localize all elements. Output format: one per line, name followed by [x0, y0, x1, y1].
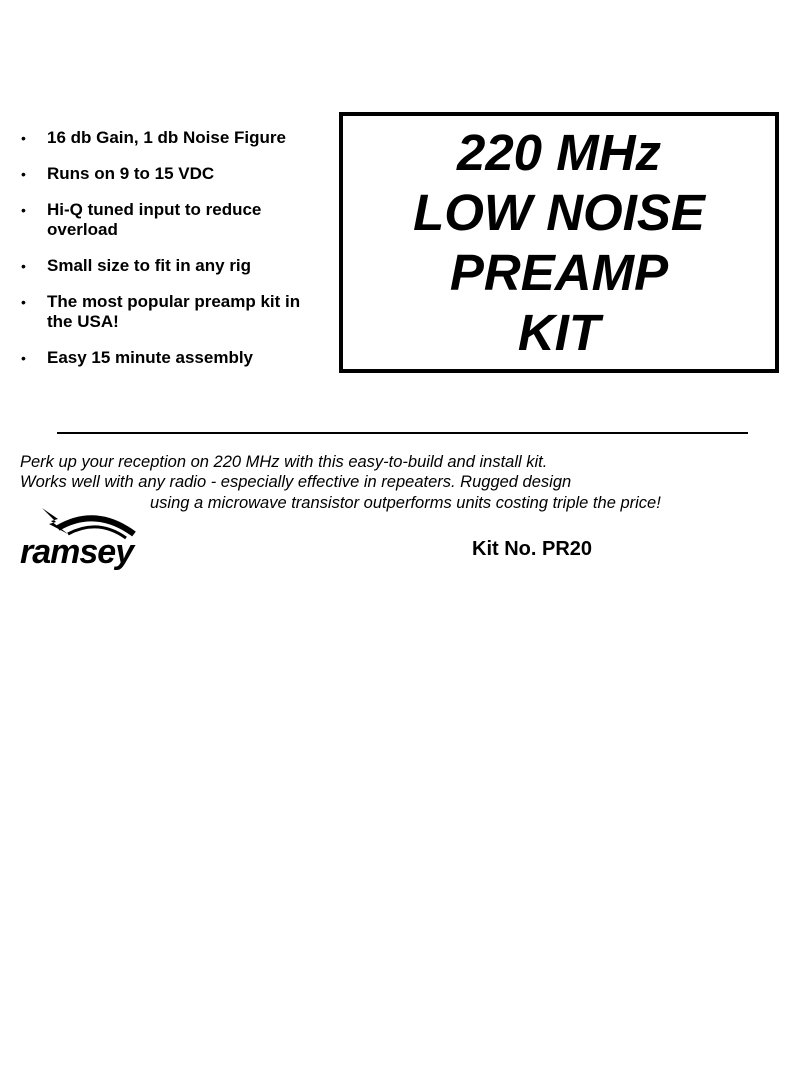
logo-wordmark: ramsey	[20, 533, 134, 570]
feature-item	[20, 292, 330, 332]
feature-text: The most popular preamp kit in the USA!	[47, 292, 301, 331]
bullet-icon: •	[21, 294, 26, 310]
feature-list	[20, 128, 330, 384]
description-line-3: using a microwave transistor outperforms units costing triple the price!	[150, 494, 661, 512]
title-line: LOW NOISE	[413, 183, 705, 241]
bullet-icon: •	[21, 202, 26, 218]
kit-number: Kit No. PR20	[472, 538, 593, 560]
bullet-icon: •	[21, 258, 26, 274]
feature-item	[20, 200, 330, 240]
description-line-2: Works well with any radio - especially effective in repeaters. Rugged design	[20, 473, 572, 491]
title-line: 220 MHz	[456, 123, 662, 181]
product-title-box	[339, 112, 779, 373]
feature-text: Easy 15 minute assembly	[47, 348, 254, 367]
horizontal-divider	[57, 432, 748, 434]
feature-item	[20, 164, 330, 184]
feature-text: 16 db Gain, 1 db Noise Figure	[47, 128, 286, 147]
bullet-icon: •	[21, 350, 26, 366]
feature-text: Hi-Q tuned input to reduce overload	[47, 200, 262, 239]
bullet-icon: •	[21, 166, 26, 182]
feature-item	[20, 256, 330, 276]
title-line: KIT	[517, 303, 601, 361]
feature-text: Runs on 9 to 15 VDC	[47, 164, 215, 183]
feature-item	[20, 128, 330, 148]
title-line: PREAMP	[449, 243, 669, 301]
bullet-icon: •	[21, 130, 26, 146]
feature-text: Small size to fit in any rig	[47, 256, 252, 275]
description-line-1: Perk up your reception on 220 MHz with this easy-to-build and install kit.	[20, 453, 548, 471]
feature-item	[20, 348, 330, 368]
ramsey-logo	[18, 504, 150, 570]
